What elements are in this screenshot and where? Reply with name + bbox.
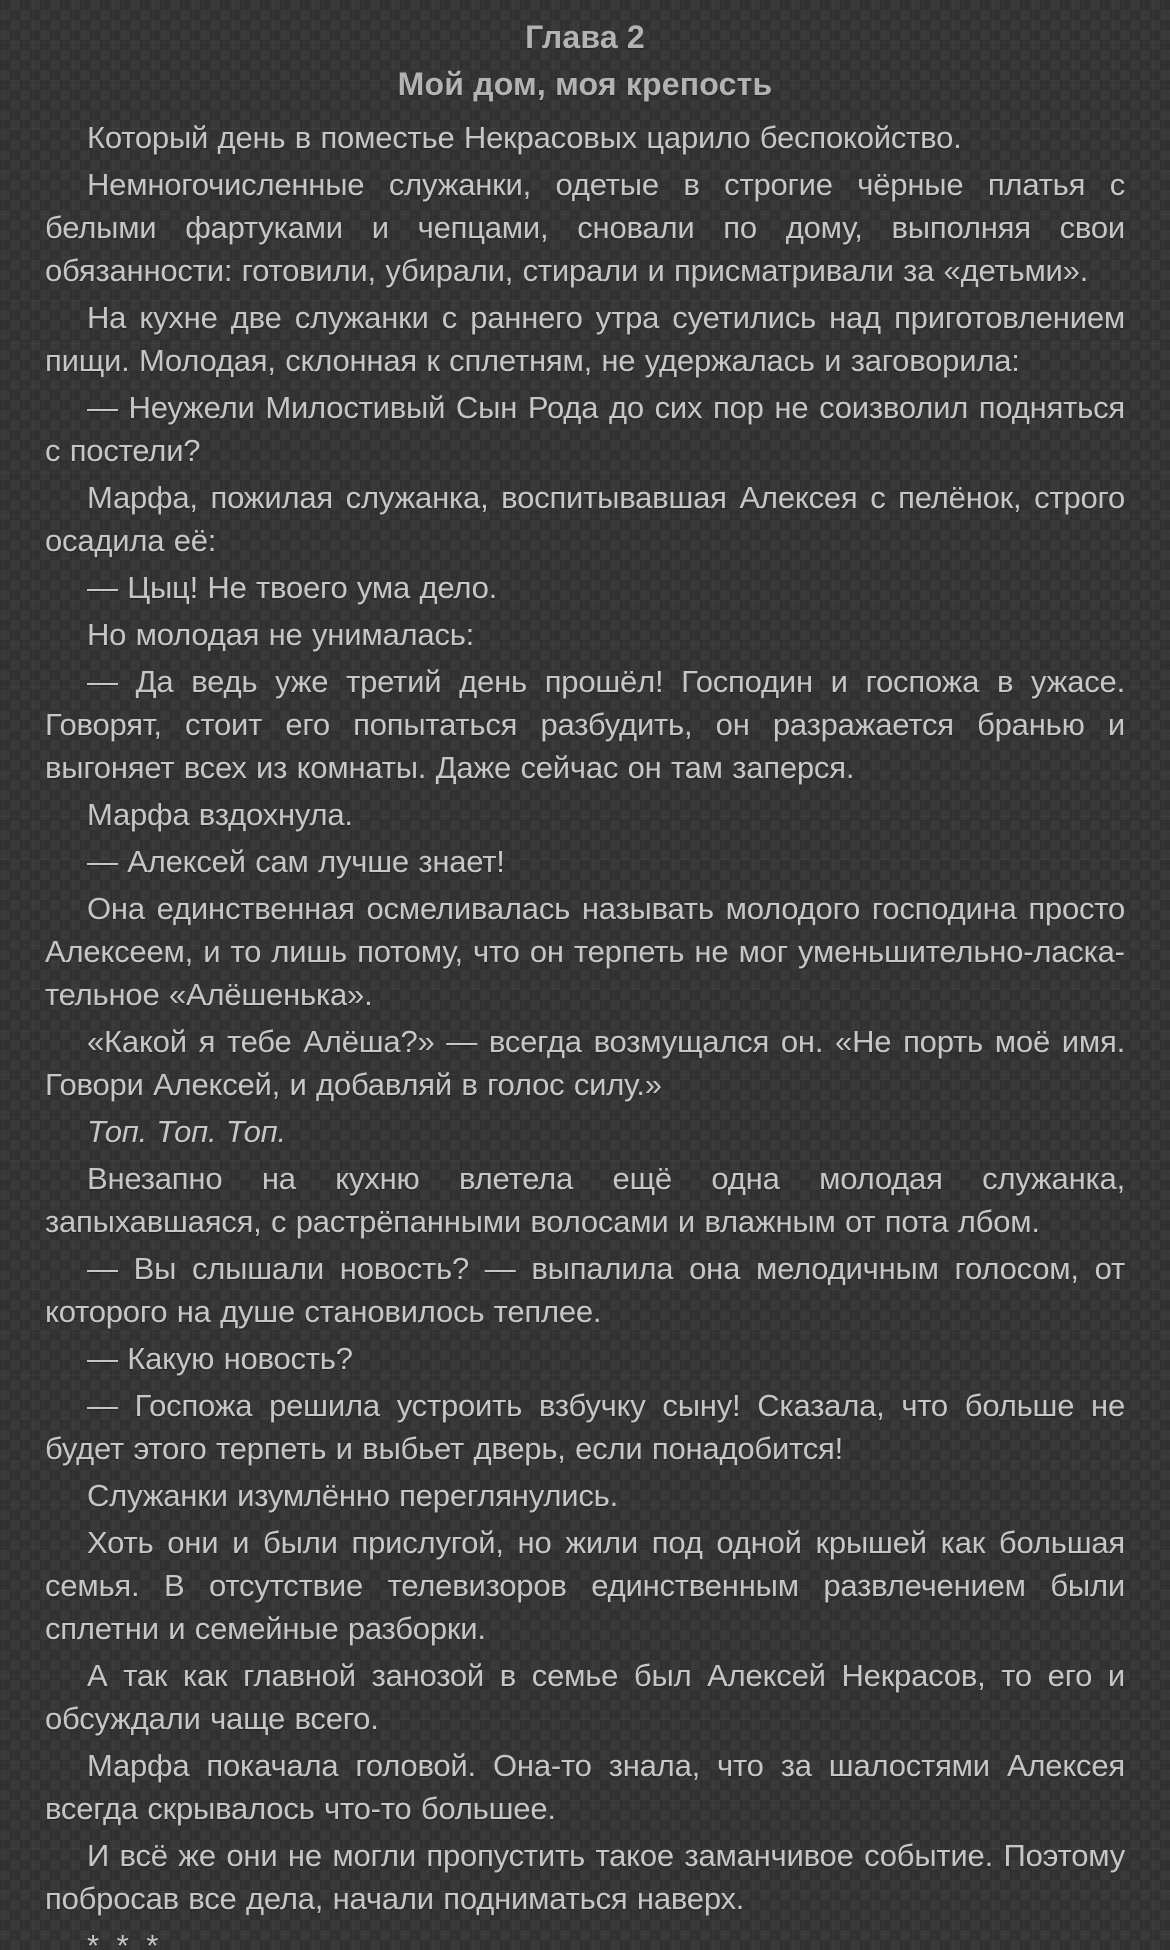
chapter-heading: Глава 2 <box>525 19 645 55</box>
paragraph: Марфа, пожилая служанка, воспитывавшая Алексея с пелёнок, строго осадила её: <box>45 480 1125 558</box>
paragraph: — Алексей сам лучше знает! <box>87 844 505 879</box>
paragraph: И всё же они не могли пропустить такое заманчивое событие. Поэтому побросав все дела, начали подниматься наверх. <box>45 1838 1125 1916</box>
paragraph: Немногочисленные служанки, одетые в строгие чёрные платья с белыми фартуками и чепцами, сновали по дому, выполняя свои обязанности: готовили, убирали, стирали и присматривали за «детьми». <box>45 167 1125 288</box>
paragraph: Но молодая не унималась: <box>87 617 475 652</box>
paragraph: Служанки изумлённо переглянулись. <box>87 1478 618 1513</box>
paragraph: — Цыц! Не твоего ума дело. <box>87 570 498 605</box>
paragraph: Марфа покачала головой. Она-то знала, что за шалостями Алексея всегда скрывалось что-то большее. <box>45 1748 1125 1826</box>
paragraph: — Вы слышали новость? — выпалила она мелодичным голосом, от которого на душе становилось теплее. <box>45 1251 1125 1329</box>
section-separator: * * * <box>87 1928 163 1950</box>
paragraph: Топ. Топ. Топ. <box>87 1114 286 1149</box>
paragraph: Хоть они и были прислугой, но жили под одной крышей как большая семья. В отсутствие телевизоров единственным развлечением были сплетни и семейные разборки. <box>45 1525 1125 1646</box>
paragraph-list <box>45 116 1125 1950</box>
paragraph: — Какую новость? <box>87 1341 353 1376</box>
paragraph: На кухне две служанки с раннего утра суетились над приготовлением пищи. Молодая, склонная к сплетням, не удержалась и заговорила: <box>45 300 1125 378</box>
paragraph: Который день в поместье Некрасовых царило беспокойство. <box>87 120 962 155</box>
paragraph: «Какой я тебе Алёша?» — всегда возмущался он. «Не порть моё имя. Говори Алексей, и добавляй в голос силу.» <box>45 1024 1125 1102</box>
paragraph: А так как главной занозой в семье был Алексей Некрасов, то его и обсуждали чаще всего. <box>45 1658 1125 1736</box>
paragraph: — Неужели Милостивый Сын Рода до сих пор не соизволил подняться с постели? <box>45 390 1125 468</box>
paragraph: — Госпожа решила устроить взбучку сыну! Сказала, что больше не будет этого терпеть и выбьет дверь, если понадобится! <box>45 1388 1125 1466</box>
paragraph: Она единственная осмеливалась называть молодого господина просто Алексеем, и то лишь потому, что он терпеть не мог уменьшительно-ласкательное «Алёшенька». <box>45 891 1125 1012</box>
paragraph: Марфа вздохнула. <box>87 797 353 832</box>
paragraph: — Да ведь уже третий день прошёл! Господин и госпожа в ужасе. Говорят, стоит его попытаться разбудить, он разражается бранью и выгоняет всех из комнаты. Даже сейчас он там заперся. <box>45 664 1125 785</box>
chapter-title: Мой дом, моя крепость <box>397 66 773 102</box>
paragraph: Внезапно на кухню влетела ещё одна молодая служанка, запыхавшаяся, с растрёпанными волосами и влажным от пота лбом. <box>45 1161 1125 1239</box>
